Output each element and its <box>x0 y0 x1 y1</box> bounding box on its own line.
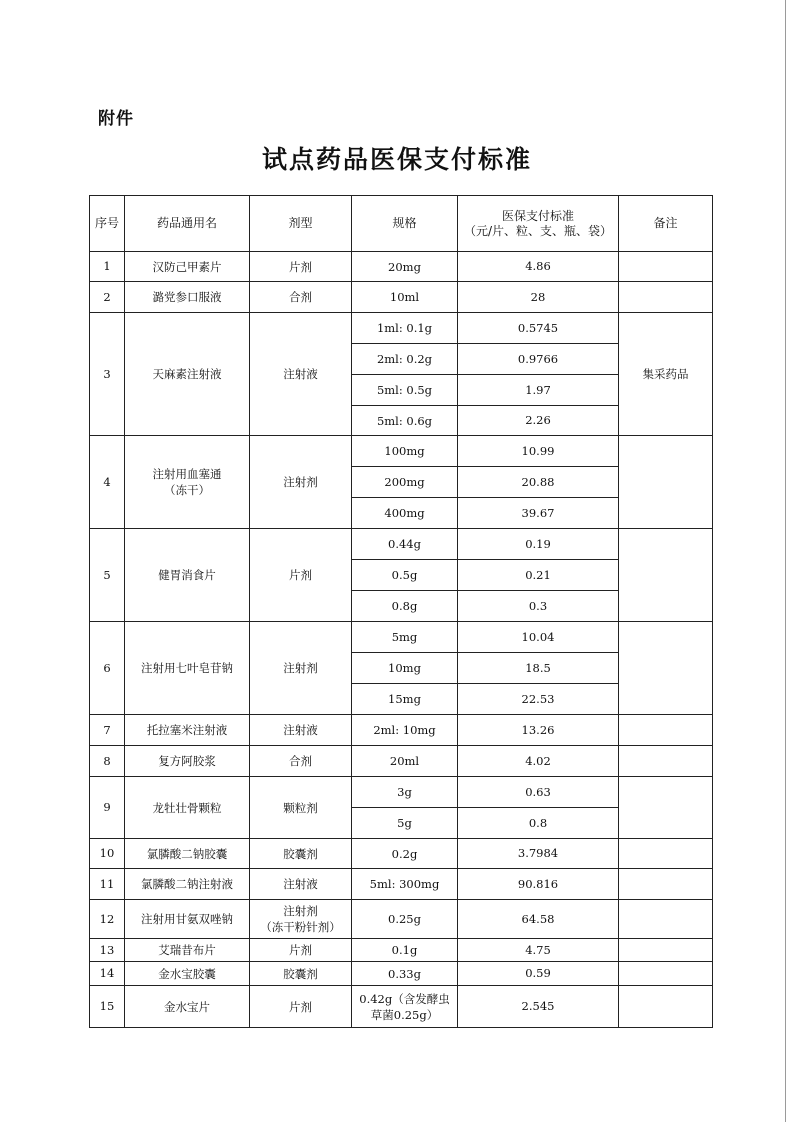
cell-name: 龙牡壮骨颗粒 <box>125 777 250 839</box>
cell-price: 0.8 <box>458 808 619 839</box>
header-form: 剂型 <box>250 196 352 252</box>
cell-seq: 2 <box>90 282 125 313</box>
cell-seq: 10 <box>90 839 125 869</box>
header-remark: 备注 <box>619 196 713 252</box>
table-row <box>90 869 713 900</box>
cell-seq: 7 <box>90 715 125 746</box>
cell-remark <box>619 962 713 986</box>
cell-form: 注射剂 （冻干粉针剂） <box>250 900 352 939</box>
cell-price: 0.21 <box>458 560 619 591</box>
cell-price: 0.9766 <box>458 344 619 375</box>
cell-name: 氯膦酸二钠胶囊 <box>125 839 250 869</box>
cell-seq: 3 <box>90 313 125 436</box>
cell-price: 4.86 <box>458 252 619 282</box>
cell-spec: 20ml <box>352 746 458 777</box>
table-row <box>90 529 713 560</box>
cell-name: 健胃消食片 <box>125 529 250 622</box>
cell-seq: 14 <box>90 962 125 986</box>
cell-price: 0.3 <box>458 591 619 622</box>
cell-form: 注射剂 <box>250 436 352 529</box>
cell-remark <box>619 715 713 746</box>
cell-spec: 200mg <box>352 467 458 498</box>
table-body <box>90 252 713 1028</box>
header-price-line1: 医保支付标准 <box>501 208 574 223</box>
cell-remark <box>619 869 713 900</box>
cell-name: 汉防己甲素片 <box>125 252 250 282</box>
table-row <box>90 986 713 1028</box>
cell-form: 胶囊剂 <box>250 962 352 986</box>
cell-form: 片剂 <box>250 252 352 282</box>
table-row <box>90 436 713 467</box>
header-seq: 序号 <box>90 196 125 252</box>
cell-form: 片剂 <box>250 529 352 622</box>
cell-price: 10.04 <box>458 622 619 653</box>
cell-seq: 12 <box>90 900 125 939</box>
cell-spec: 2ml: 10mg <box>352 715 458 746</box>
cell-seq: 13 <box>90 939 125 962</box>
header-name: 药品通用名 <box>125 196 250 252</box>
cell-spec: 0.42g（含发酵虫 草菌0.25g） <box>352 986 458 1028</box>
cell-seq: 11 <box>90 869 125 900</box>
cell-price: 28 <box>458 282 619 313</box>
cell-price: 20.88 <box>458 467 619 498</box>
cell-name: 托拉塞米注射液 <box>125 715 250 746</box>
cell-spec: 20mg <box>352 252 458 282</box>
cell-form: 合剂 <box>250 746 352 777</box>
cell-name: 天麻素注射液 <box>125 313 250 436</box>
cell-form: 注射液 <box>250 715 352 746</box>
cell-remark <box>619 900 713 939</box>
cell-name: 注射用甘氨双唑钠 <box>125 900 250 939</box>
cell-remark <box>619 252 713 282</box>
cell-form: 片剂 <box>250 939 352 962</box>
cell-price: 4.02 <box>458 746 619 777</box>
table-header-row <box>90 196 713 252</box>
cell-spec: 5ml: 0.5g <box>352 375 458 406</box>
table-row <box>90 282 713 313</box>
cell-spec: 0.5g <box>352 560 458 591</box>
cell-price: 64.58 <box>458 900 619 939</box>
table-row <box>90 777 713 808</box>
cell-spec: 400mg <box>352 498 458 529</box>
cell-name: 注射用七叶皂苷钠 <box>125 622 250 715</box>
cell-remark <box>619 839 713 869</box>
table-row <box>90 746 713 777</box>
table-row <box>90 313 713 344</box>
table-row <box>90 962 713 986</box>
cell-form: 注射剂 <box>250 622 352 715</box>
cell-price: 90.816 <box>458 869 619 900</box>
cell-name: 注射用血塞通 （冻干） <box>125 436 250 529</box>
cell-price: 2.545 <box>458 986 619 1028</box>
cell-price: 18.5 <box>458 653 619 684</box>
cell-spec: 1ml: 0.1g <box>352 313 458 344</box>
cell-price: 0.59 <box>458 962 619 986</box>
cell-price: 0.5745 <box>458 313 619 344</box>
cell-price: 22.53 <box>458 684 619 715</box>
cell-spec: 5g <box>352 808 458 839</box>
cell-spec: 0.1g <box>352 939 458 962</box>
cell-form: 胶囊剂 <box>250 839 352 869</box>
cell-price: 0.19 <box>458 529 619 560</box>
cell-spec: 0.44g <box>352 529 458 560</box>
cell-price: 3.7984 <box>458 839 619 869</box>
cell-price: 10.99 <box>458 436 619 467</box>
cell-remark <box>619 436 713 529</box>
header-spec: 规格 <box>352 196 458 252</box>
cell-name: 艾瑞昔布片 <box>125 939 250 962</box>
cell-spec: 0.25g <box>352 900 458 939</box>
cell-seq: 8 <box>90 746 125 777</box>
cell-spec: 0.2g <box>352 839 458 869</box>
cell-spec: 5ml: 0.6g <box>352 406 458 436</box>
table-row <box>90 900 713 939</box>
header-price-line2: （元/片、粒、支、瓶、袋） <box>463 223 613 238</box>
cell-remark <box>619 622 713 715</box>
cell-form: 片剂 <box>250 986 352 1028</box>
cell-name: 金水宝胶囊 <box>125 962 250 986</box>
cell-seq: 4 <box>90 436 125 529</box>
cell-price: 1.97 <box>458 375 619 406</box>
cell-name: 潞党参口服液 <box>125 282 250 313</box>
cell-seq: 6 <box>90 622 125 715</box>
cell-spec: 0.33g <box>352 962 458 986</box>
cell-price: 13.26 <box>458 715 619 746</box>
cell-form: 注射液 <box>250 313 352 436</box>
table-row <box>90 939 713 962</box>
cell-remark <box>619 939 713 962</box>
cell-spec: 15mg <box>352 684 458 715</box>
cell-form: 注射液 <box>250 869 352 900</box>
attachment-label: 附件 <box>98 109 134 129</box>
cell-seq: 1 <box>90 252 125 282</box>
table-row <box>90 252 713 282</box>
cell-price: 39.67 <box>458 498 619 529</box>
cell-form: 合剂 <box>250 282 352 313</box>
cell-remark <box>619 777 713 839</box>
table-row <box>90 715 713 746</box>
cell-remark <box>619 986 713 1028</box>
cell-spec: 3g <box>352 777 458 808</box>
cell-name: 复方阿胶浆 <box>125 746 250 777</box>
cell-remark <box>619 282 713 313</box>
cell-spec: 2ml: 0.2g <box>352 344 458 375</box>
cell-seq: 9 <box>90 777 125 839</box>
cell-remark: 集采药品 <box>619 313 713 436</box>
cell-seq: 5 <box>90 529 125 622</box>
cell-seq: 15 <box>90 986 125 1028</box>
table-row <box>90 839 713 869</box>
cell-form: 颗粒剂 <box>250 777 352 839</box>
cell-spec: 10ml <box>352 282 458 313</box>
cell-price: 0.63 <box>458 777 619 808</box>
cell-spec: 10mg <box>352 653 458 684</box>
cell-spec: 0.8g <box>352 591 458 622</box>
cell-remark <box>619 529 713 622</box>
cell-price: 4.75 <box>458 939 619 962</box>
cell-name: 氯膦酸二钠注射液 <box>125 869 250 900</box>
cell-spec: 100mg <box>352 436 458 467</box>
payment-standard-table <box>89 195 713 1028</box>
cell-name: 金水宝片 <box>125 986 250 1028</box>
cell-spec: 5ml: 300mg <box>352 869 458 900</box>
cell-spec: 5mg <box>352 622 458 653</box>
header-price <box>458 196 619 252</box>
cell-price: 2.26 <box>458 406 619 436</box>
cell-remark <box>619 746 713 777</box>
document-title: 试点药品医保支付标准 <box>261 145 532 174</box>
table-row <box>90 622 713 653</box>
